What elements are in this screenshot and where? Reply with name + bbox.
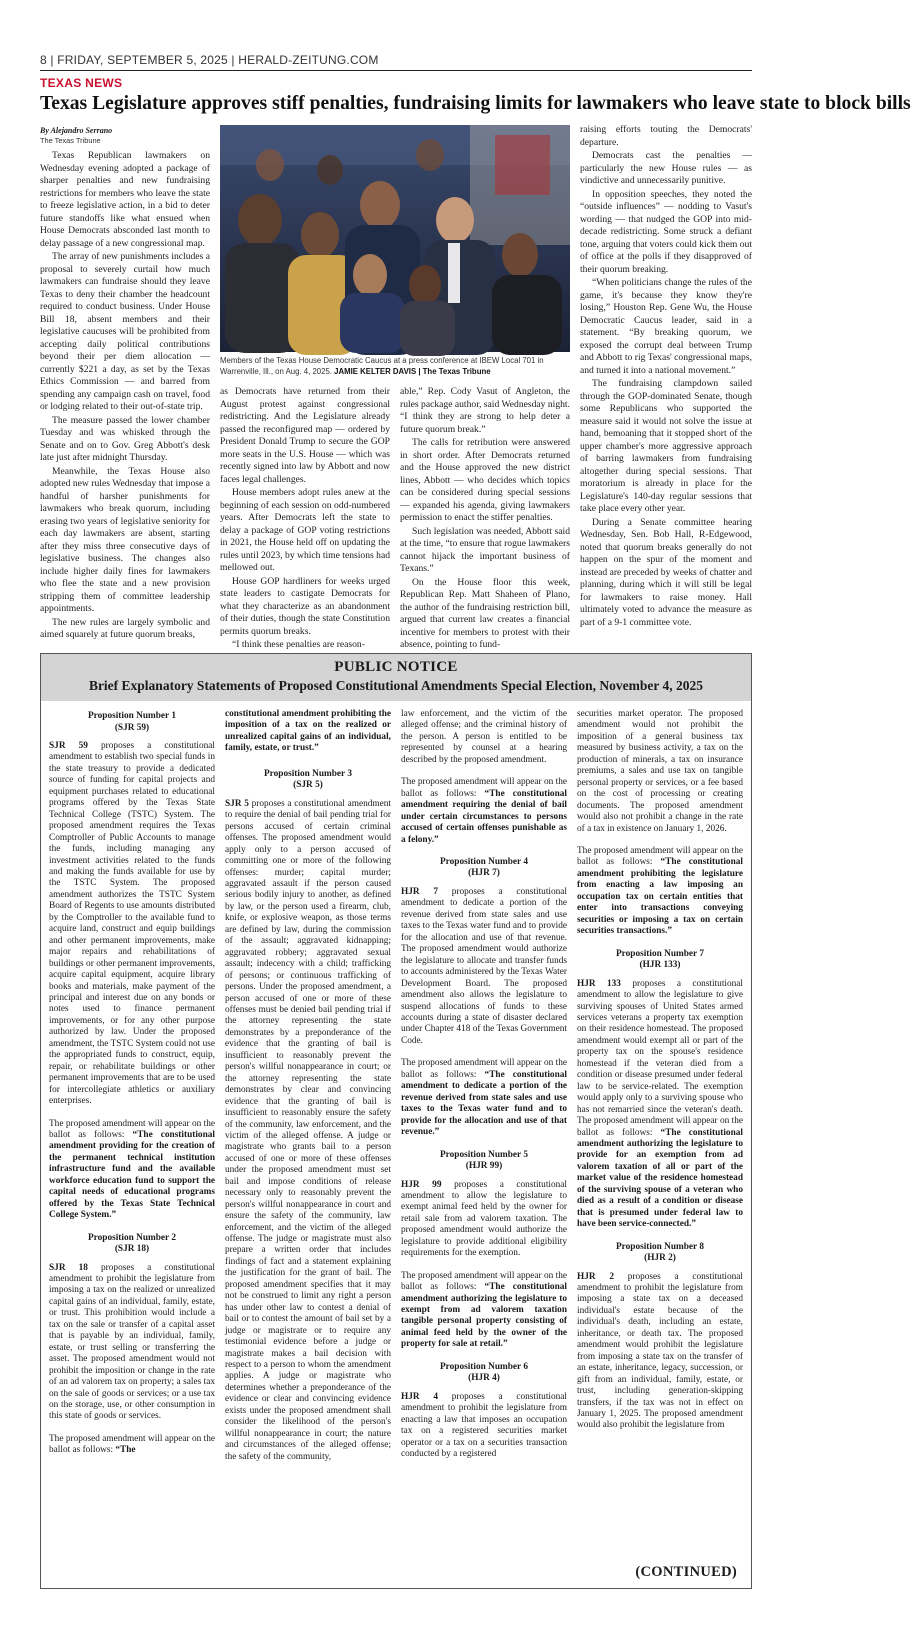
ballot-text: “The constitutional amendment prohibiting the legislature from enacting a law imposing an occupation tax on certain entities that enter into transactions conveying securities or imposing a tax on certain securities transactions.” [577, 857, 743, 937]
statement-text: proposes a constitutional amendment to allow the legislature to give surviving spouses of United States armed services veterans a property tax exemption on their residence homestead. The proposed amendment would exempt all or part of the property tax on the spouse's residence homestead if the veteran died from a condition or disease presumed under federal law to be service-related. The exemption would apply only to a surviving spouse who has not remarried since the veteran's death. [577, 978, 744, 1115]
proposition-heading [401, 1362, 567, 1385]
article-paragraph: On the House floor this week, Republican Rep. Matt Shaheen of Plano, the author of the fundraising restriction bill, argued that current law creates a financial incentive for members to protest with their absence, pointing to fund- [400, 576, 570, 650]
article-paragraph: In opposition speeches, they noted the “outside influences” — nodding to Vasut's wording — that nudged the GOP into mid-decade redistricting. Some struck a defiant tone, arguing that voters could kick them out of office at the polls if they disapproved of their quorum breaking. [580, 188, 752, 275]
ballot-text: “The constitutional amendment to dedicate a portion of the revenue derived from state sales and use taxes to the Texas water fund and to provide for the allocation and use of that revenue.” [401, 1069, 567, 1138]
proposition-heading [49, 711, 215, 734]
statement-text: proposes a constitutional amendment to require the denial of bail pending trial for persons accused of certain criminal offenses. The proposed amendment would apply only to a person accused of committing one or more of the following offenses: murder; capital murder; aggravated assault if the person caused serious bodily injury to another, as defined by law, or the person used a firearm, club, knife, or explosive weapon, as those terms are defined by law, during the commission of the assault; aggravated kidnapping; aggravated robbery; aggravated sexual assault; indecency with a child; trafficking of persons; or continuous trafficking of persons. Under the proposed amendment, a person accused of one or more of these offenses must be denied bail pending trial if the attorney representing the state demonstrates by a preponderance of the evidence that the granting of bail is insufficient to reasonably prevent the person's willful nonappearance in court; or the attorney representing the state demonstrates by clear and convincing evidence that the granting of bail is insufficient to reasonably ensure the safety of the community, law enforcement, and the victim of the alleged offense. A judge or magistrate who grants bail to a person accused of one or more of these offenses under the proposed amendment must set bail and impose conditions of release necessary only to reasonably prevent the person's willful nonappearance in court and ensure the safety of the community, law enforcement, and the victim of the alleged offense. The judge or magistrate must also prepare a written order that includes findings of fact and a statement explaining the justification for the grant of bail. The proposed amendment specifies that it may not be construed to limit any right a person has under other law to contest a denial of bail or to contest the amount of bail set by a judge or magistrate or to require any testimonial evidence before a judge or magistrate makes a bail decision with respect to a person to whom the amendment applies. A judge or magistrate who determines whether a preponderance of the evidence or clear and convincing evidence exists under the proposed amendment shall consider the likelihood of the person's willful nonappearance in court; the nature and circumstances of the alleged offense; the safety of the community, [225, 798, 391, 1462]
proposition-number: Proposition Number 3 [264, 768, 352, 779]
article-paragraph: Democrats cast the penalties — particularly the new House rules — as vindictive and unnecessarily punitive. [580, 150, 752, 186]
proposition-heading [49, 1233, 215, 1256]
ballot-text: constitutional amendment prohibiting the imposition of a tax on the realized or unrealized capital gains of an individual, family, estate, or trust.” [225, 709, 391, 754]
proposition-resolution: (HJR 133) [639, 960, 681, 971]
byline-org: The Texas Tribune [40, 136, 101, 145]
resolution-id: HJR 4 [401, 1391, 438, 1402]
article-column-1 [40, 150, 210, 640]
article-paragraph: House members adopt rules anew at the beginning of each session on odd-numbered years. After Democrats left the state to delay a package of GOP voting restrictions in 2021, the House held off on updating the rules until 2023, by which time tensions had mellowed out. [220, 487, 391, 573]
article-paragraph: The measure passed the lower chamber Tuesday and was whisked through the Senate and on to Gov. Greg Abbott's desk late just after midnight Thursday. [40, 414, 210, 463]
proposition-number: Proposition Number 8 [616, 1241, 704, 1252]
proposition-number: Proposition Number 6 [440, 1361, 528, 1372]
proposition-statement [577, 979, 743, 1231]
proposition-statement [49, 741, 215, 1108]
resolution-id: HJR 99 [401, 1179, 442, 1190]
ballot-language [577, 846, 743, 938]
proposition-number: Proposition Number 4 [440, 856, 528, 867]
proposition-heading [225, 769, 391, 792]
article-paragraph: The new rules are largely symbolic and aimed squarely at future quorum breaks, [40, 616, 210, 640]
article-paragraph: Texas Republican lawmakers on Wednesday evening adopted a package of sharper penalties and new fundraising restrictions for members who leave the state to freeze legislative action, in a bid to deter future standoffs like what ensued when House Democrats absconded last month to delay passage of a new congressional map. [40, 150, 210, 249]
ballot-language [49, 1434, 215, 1457]
ballot-language [225, 709, 391, 755]
byline [40, 126, 210, 146]
proposition-resolution: (SJR 18) [114, 1244, 150, 1255]
proposition-number: Proposition Number 2 [88, 1232, 176, 1243]
continued-label: (CONTINUED) [635, 1564, 737, 1580]
article-paragraph: raising efforts touting the Democrats' departure. [580, 124, 752, 148]
article-paragraph: able,” Rep. Cody Vasut of Angleton, the rules package author, said Wednesday night. “I think they are strong to help deter a future quorum break.” [400, 386, 570, 435]
article-column-4 [580, 124, 752, 636]
public-notice [40, 653, 752, 1589]
article-paragraph: House GOP hardliners for weeks urged state leaders to castigate Democrats for what they characterize as an abandonment of their duties, though the state Constitution permits quorum breaks. [220, 575, 390, 637]
proposition-resolution: (SJR 59) [114, 722, 150, 733]
proposition-statement [577, 1272, 743, 1432]
ballot-text: “The constitutional amendment authorizing the legislature to exempt from ad valorem taxation tangible personal property consisting of animal feed held by the owner of the property for sale at retail.” [401, 1282, 567, 1350]
ballot-language [401, 777, 567, 846]
proposition-resolution: (HJR 4) [468, 1373, 500, 1384]
ballot-text: “The constitutional amendment authorizing the legislature to provide for an exemption from ad valorem taxation of all or part of the market value of the residence homestead of the surviving spouse of a veteran who died as a result of a condition or disease that is presumed under federal law to have been service-connected.” [577, 1127, 743, 1230]
proposition-heading [401, 857, 567, 880]
ballot-language [401, 1271, 567, 1351]
article-paragraph: Meanwhile, the Texas House also adopted new rules Wednesday that impose a handful of harsher punishments for lawmakers who break quorum, including erasing two years of legislative seniority for each day lawmakers are absent, starting after they miss three consecutive days of legislative business. The changes also include higher daily fines for lawmakers who flee the state and a new provision stripping them of committee leadership appointments. [40, 465, 210, 614]
photo-caption [220, 356, 570, 377]
article-column-2 [220, 386, 391, 650]
proposition-statement [401, 887, 567, 1047]
ballot-intro: The proposed amendment will appear on the ballot as follows: [577, 845, 743, 868]
notice-column-4 [577, 709, 743, 1549]
ballot-intro: The proposed amendment will appear on the ballot as follows: [401, 1058, 567, 1080]
proposition-number: Proposition Number 5 [440, 1149, 528, 1160]
notice-header [41, 654, 751, 701]
folio-rule [40, 70, 752, 71]
photo-caption-text: Members of the Texas House Democratic Caucus at a press conference at IBEW Local 701 in Warrenville, Ill., on Aug. 4, 2025. [220, 356, 544, 376]
resolution-id: HJR 7 [401, 886, 438, 897]
ballot-intro: The proposed amendment will appear on the ballot as follows: [577, 1116, 743, 1138]
resolution-id: SJR 18 [49, 1262, 88, 1273]
proposition-resolution: (SJR 5) [293, 780, 323, 791]
ballot-language [49, 1119, 215, 1222]
byline-author: By Alejandro Serrano [40, 126, 113, 135]
article-paragraph: “When politicians change the rules of the game, it's because they know they're losing,” Houston Rep. Gene Wu, the House Democratic Caucus leader, said in a statement. “By breaking quorum, we exposed the corrupt deal between Trump and Abbott to rig Texas' congressional maps, and turned it into a national movement.” [580, 277, 752, 376]
page-folio: 8 | FRIDAY, SEPTEMBER 5, 2025 | HERALD-ZEITUNG.COM [40, 53, 379, 67]
statement-text: proposes a constitutional amendment to prohibit the legislature from enacting a law that imposes an occupation tax on a registered securities market operator or a tax on a securities transaction conducted by a registered [401, 1391, 567, 1460]
proposition-statement [225, 799, 391, 1463]
statement-text: law enforcement, and the victim of the alleged offense; and the criminal history of the person. A person is entitled to be represented by counsel at a hearing described by the proposed amendment. [401, 709, 567, 765]
ballot-intro: The proposed amendment will appear on the ballot as follows: [49, 1118, 215, 1140]
ballot-intro: The proposed amendment will appear on the ballot as follows: [49, 1433, 215, 1456]
resolution-id: SJR 5 [225, 798, 249, 809]
ballot-text: “The constitutional amendment requiring the denial of bail under certain circumstances to persons accused of certain offenses punishable as a felony.” [401, 788, 567, 845]
ballot-intro: The proposed amendment will appear on the ballot as follows: [401, 777, 567, 799]
ballot-language [401, 1058, 567, 1138]
ballot-text: “The [115, 1445, 136, 1456]
article-paragraph: The calls for retribution were answered in short order. After Democrats returned and the House approved the new district lines, Abbott — who decides which topics can be considered during special sessions — expanded his agenda, giving lawmakers permission to enact the stiffer penalties. [400, 437, 570, 523]
statement-text: proposes a constitutional amendment to establish two special funds in the state treasury to provide a dedicated source of funding for capital projects and equipment purchases related to educational programs offered by the Texas State Technical College (TSTC) System. The proposed amendment requires the Texas Comptroller of Public Accounts to manage the funds, including managing any investment activities related to the funds and making the funds available for use by the TSTC System. The proposed amendment authorizes the TSTC System Board of Regents to use amounts distributed by the Comptroller to the available fund to acquire land, construct and equip buildings and other permanent improvements, make major repairs and rehabilitations of buildings or other permanent improvements, acquire capital equipment, acquire library books and materials, make payment of the principal and interest due on any bonds or notes used to finance permanent improvements, or for any other purpose authorized by law. Under the proposed amendment, the TSTC System could not use the appropriated funds to construct, equip, repair, or rehabilitate buildings or other permanent improvements that are to be used for intercollegiate athletics or auxiliary enterprises. [49, 741, 216, 1107]
notice-subtitle: Brief Explanatory Statements of Proposed Constitutional Amendments Special Election, November 4, 2025 [88, 678, 704, 693]
proposition-number: Proposition Number 1 [88, 711, 176, 721]
ballot-intro: The proposed amendment will appear on the ballot as follows: [401, 1270, 567, 1293]
news-photo [220, 125, 570, 352]
proposition-statement [401, 1180, 567, 1260]
proposition-resolution: (HJR 2) [644, 1253, 676, 1264]
resolution-id: SJR 59 [49, 741, 88, 751]
article-paragraph: The array of new punishments includes a proposal to severely curtail how much lawmakers can fundraise should they leave Texas to deny their chamber the headcount required to conduct business. Under House Bill 18, absent members and their legislative caucuses will be prohibited from accepting daily political contributions beyond their per diem allocation — currently $221 a day, as set by the Texas Ethics Commission — and barred from spending any campaign cash on travel, food or lodging related to their out-of-state trip. [40, 251, 210, 412]
statement-text: proposes a constitutional amendment to prohibit the legislature from imposing a tax on the realized or unrealized capital gains of an individual, family, estate, or trust. This prohibition would include a tax on the sale or transfer of a capital asset that is payable by an individual, family, estate, or trust selling or transferring the asset. The proposed amendment would not prohibit the imposition or change in the rate of an ad valorem tax on property; a sales tax on the sale of goods or services; or a use tax on the storage, use, or other consumption in this state of goods or services. [49, 1262, 216, 1422]
statement-text: proposes a constitutional amendment to prohibit the legislature from imposing a state tax on a deceased individual's estate because of the individual's death, including an estate, inheritance, or death tax. The proposed amendment would prohibit the legislature from imposing a state tax on the transfer of an estate, inheritance, legacy, succession, or gift from an individual, family, estate, or trust, including generation-skipping transfers, if the tax was not in effect on January 1, 2025. The proposed amendment would also prohibit the legislature from [577, 1271, 743, 1431]
article-paragraph: The fundraising clampdown sailed through the GOP-dominated Senate, though some Republicans who supported the measure said it would not solve the issue at hand, bemoaning that it stopped short of the upper chamber's more aggressive approach of barring lawmakers from fundraising altogether during special sessions. That moratorium is already in place for the Legislature's 140-day regular sessions that take place every other year. [580, 378, 752, 514]
article-paragraph: “I think these penalties are reason- [232, 639, 365, 650]
statement-text: securities market operator. The proposed amendment would not prohibit the imposition of a general business tax measured by business activity, a tax on the production of minerals, a tax on insurance premiums, a sales and use tax on tangible personal property or services, or a fee based on the cost of processing or creating documents. The proposed amendment would also not prohibit a change in the rate of a tax in existence on January 1, 2026. [577, 709, 743, 834]
proposition-heading [577, 949, 743, 972]
resolution-id: HJR 133 [577, 978, 621, 989]
photo-credit: JAMIE KELTER DAVIS | The Texas Tribune [334, 366, 491, 376]
article-column-3 [400, 386, 570, 650]
article-headline: Texas Legislature approves stiff penalties, fundraising limits for lawmakers who leave state to block bills [40, 93, 911, 114]
proposition-heading [401, 1150, 567, 1173]
article-paragraph: Such legislation was needed, Abbott said at the time, “to ensure that rogue lawmakers cannot hijack the important business of Texans.” [400, 525, 570, 574]
statement-text: proposes a constitutional amendment to dedicate a portion of the revenue derived from state sales and use taxes to the Texas water fund and to provide for the allocation and use of that revenue. The proposed amendment would authorize the legislature to allocate and transfer funds to accounts administered by the Texas Water Development Board. The proposed amendment also allows the legislature to suspend allocations of funds to these accounts during a state of disaster declared under Chapter 418 of the Texas Government Code. [401, 886, 567, 1046]
proposition-statement [401, 1392, 567, 1461]
notice-column-1 [49, 709, 215, 1579]
statement-text: proposes a constitutional amendment to allow the legislature to exempt animal feed held by the owner for retail sale from ad valorem taxation. The proposed amendment would authorize the legislature to provide additional eligibility requirements for the exemption. [401, 1179, 568, 1259]
section-label: TEXAS NEWS [40, 76, 123, 90]
proposition-resolution: (HJR 99) [465, 1161, 503, 1171]
proposition-number: Proposition Number 7 [616, 948, 704, 959]
resolution-id: HJR 2 [577, 1271, 614, 1282]
article-paragraph: as Democrats have returned from their August protest against congressional redistricting. And the Legislature already passed the reconfigured map — ordered by President Donald Trump to secure the GOP more seats in the U.S. House — which was recently signed into law by Abbott and now faces legal challenges. [220, 386, 390, 485]
press-conference-photo [220, 125, 570, 352]
proposition-heading [577, 1242, 743, 1265]
notice-column-3 [401, 709, 567, 1579]
proposition-statement [401, 709, 567, 766]
ballot-text: “The constitutional amendment providing for the creation of the permanent technical institution infrastructure fund and the available workforce education fund to support the capital needs of educational programs offered by the Texas State Technical College System.” [49, 1129, 215, 1221]
notice-title: PUBLIC NOTICE [334, 659, 458, 675]
article-paragraph: During a Senate committee hearing Wednesday, Sen. Bob Hall, R-Edgewood, noted that quorum breaks generally do not happen on the spur of the moment and instead are preceded by weeks of chatter and planning, during which it will still be legal for lawmakers to raise money. Hall ultimately voted to advance the measure as part of a 9-1 committee vote. [580, 516, 752, 628]
proposition-resolution: (HJR 7) [468, 868, 500, 879]
proposition-statement [49, 1263, 215, 1423]
notice-column-2 [225, 709, 391, 1579]
proposition-statement [577, 709, 743, 835]
